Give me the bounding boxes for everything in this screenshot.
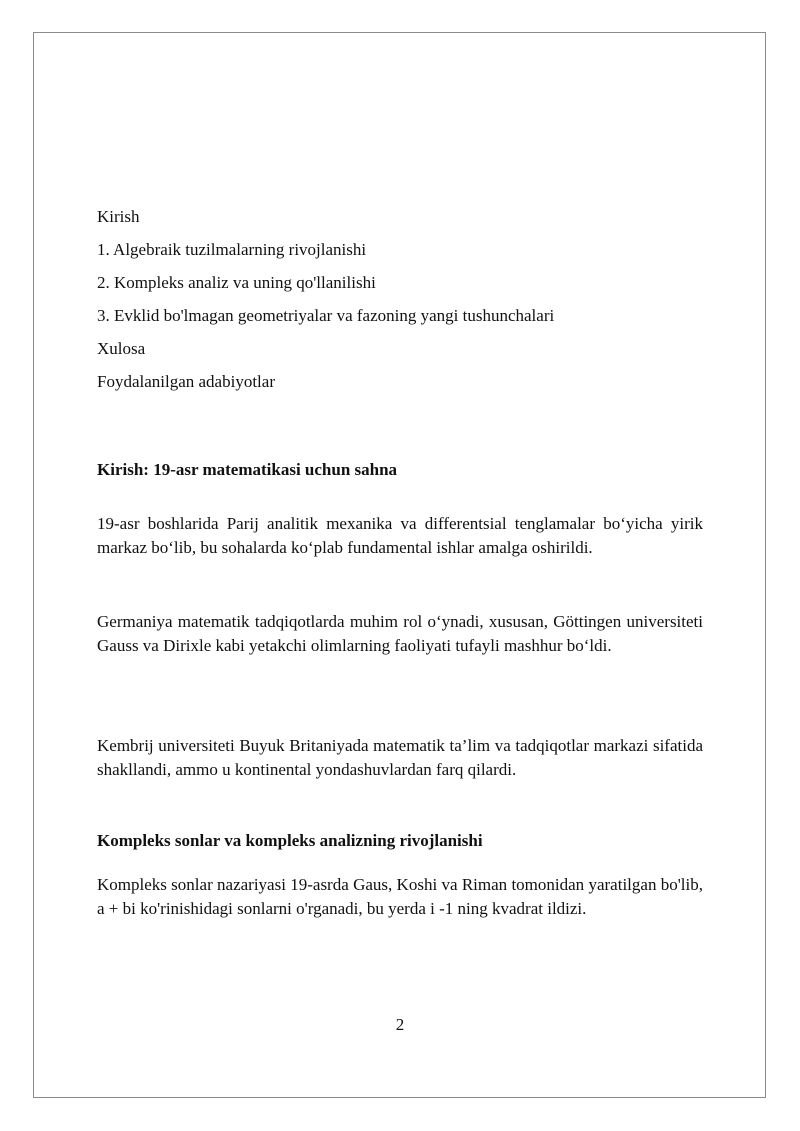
section-heading-complex-analysis: Kompleks sonlar va kompleks analizning rivojlanishi <box>97 831 483 850</box>
paragraph-paris: 19-asr boshlarida Parij analitik mexanika va differentsial tenglamalar bo‘yicha yirik markaz bo‘lib, bu sohalarda ko‘plab fundamental ishlar amalga oshirildi. <box>97 514 703 557</box>
paragraph-cambridge: Kembrij universiteti Buyuk Britaniyada matematik ta’lim va tadqiqotlar markazi sifatida shakllandi, ammo u kontinental yondashuvlardan farq qilardi. <box>97 736 703 779</box>
page-border <box>33 32 766 1098</box>
toc-item-chapter-2: 2. Kompleks analiz va uning qo'llanilishi <box>97 273 376 292</box>
toc-item-references: Foydalanilgan adabiyotlar <box>97 372 275 391</box>
page-number: 2 <box>395 1015 405 1034</box>
toc-item-conclusion: Xulosa <box>97 339 146 358</box>
toc-item-chapter-1: 1. Algebraik tuzilmalarning rivojlanishi <box>97 240 367 259</box>
section-heading-introduction: Kirish: 19-asr matematikasi uchun sahna <box>97 460 398 479</box>
paragraph-complex-numbers: Kompleks sonlar nazariyasi 19-asrda Gaus, Koshi va Riman tomonidan yaratilgan bo'lib, a + bi ko'rinishidagi sonlarni o'rganadi, bu yerda i -1 ning kvadrat ildizi. <box>97 875 703 918</box>
toc-item-introduction: Kirish <box>97 207 140 226</box>
paragraph-germany: Germaniya matematik tadqiqotlarda muhim rol o‘ynadi, xususan, Göttingen universiteti Gauss va Dirixle kabi yetakchi olimlarning faoliyati tufayli mashhur bo‘ldi. <box>97 612 703 655</box>
table-of-contents <box>97 200 717 398</box>
toc-item-chapter-3: 3. Evklid bo'lmagan geometriyalar va fazoning yangi tushunchalari <box>97 306 555 325</box>
